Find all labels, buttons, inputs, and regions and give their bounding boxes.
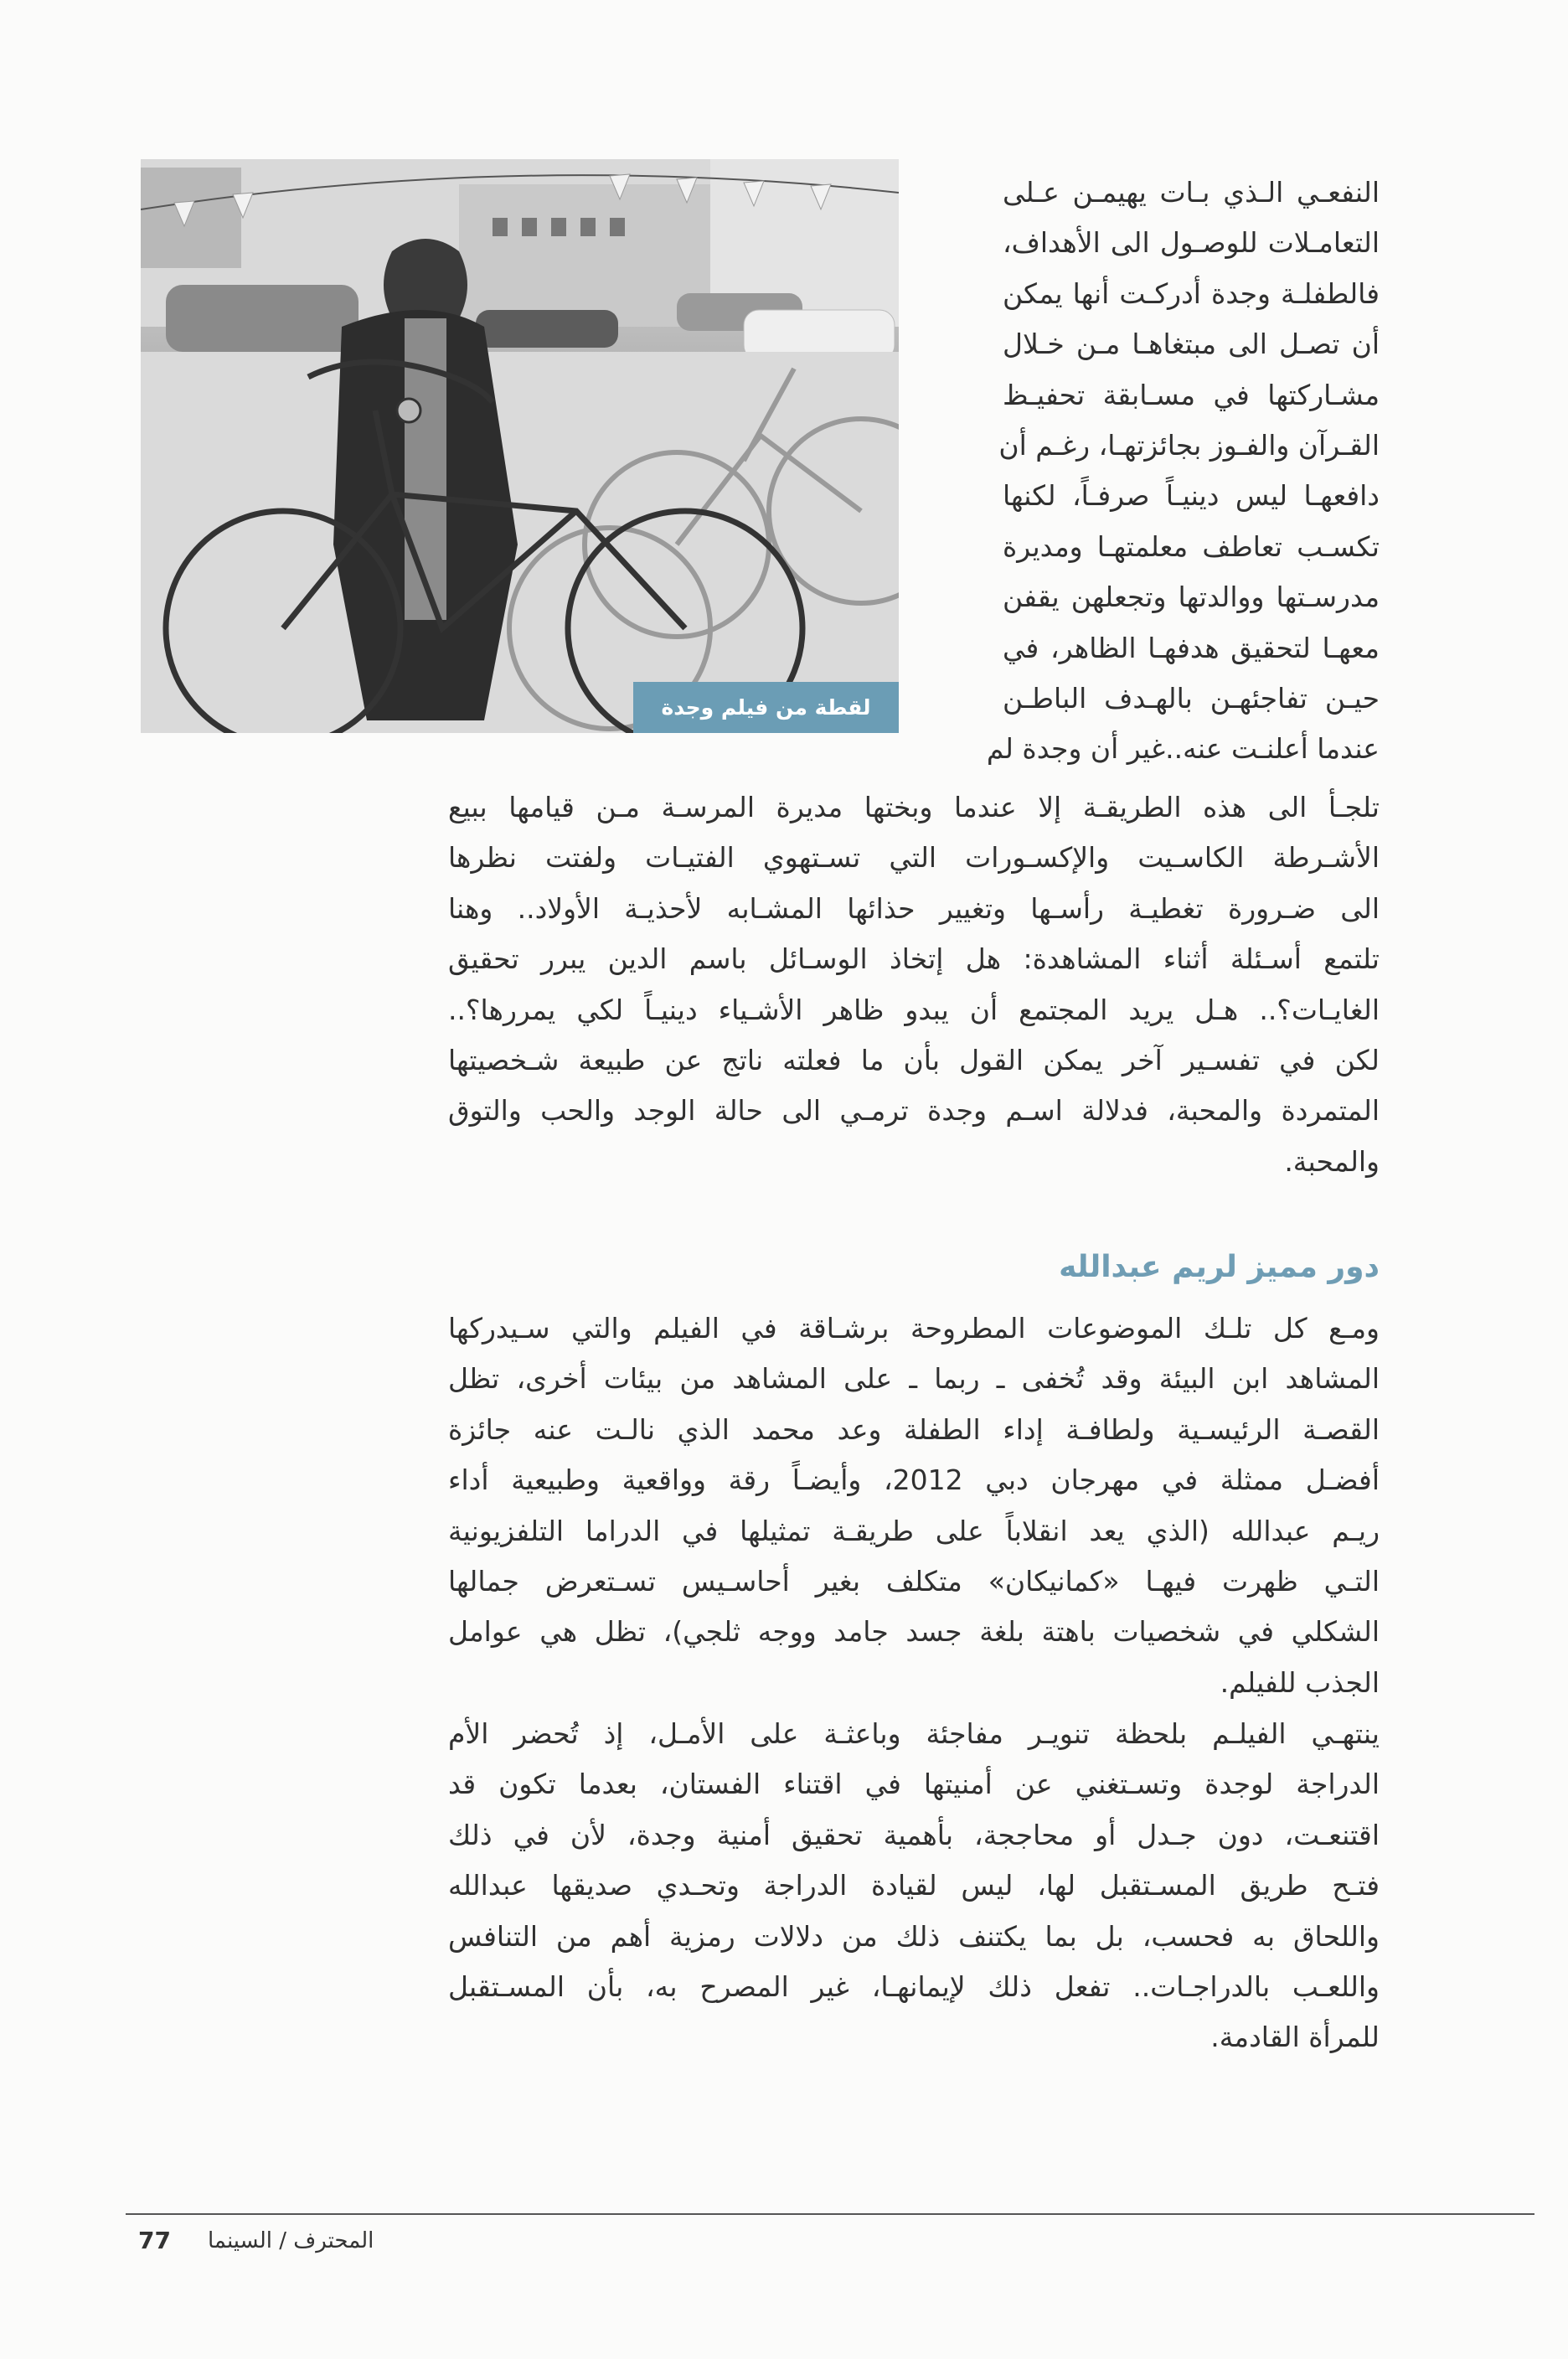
text-line: مدرسـتها ووالدتها وتجعلهن يقفن: [1003, 581, 1380, 614]
text-line: حيـن تفاجئهـن بالهـدف الباطـن: [1003, 682, 1380, 715]
footer-section-label: المحترف / السينما: [208, 2228, 374, 2253]
text-line: اقتنعـت، دون جـدل أو محاججة، بأهمية تحقيق أمنية وجدة، لأن في ذلك: [448, 1818, 1380, 1851]
text-line: التـي ظهرت فيهـا «كمانيكان» متكلف بغير أحاسـيس تسـتعرض جمالها: [448, 1565, 1380, 1598]
text-line: المشاهد ابن البيئة وقد تُخفى ـ ربما ـ على المشاهد من بيئات أخرى، تظل: [448, 1362, 1380, 1396]
text-line: لكن في تفسـير آخر يمكن القول بأن ما فعلته ناتج عن طبيعة شـخصيتها: [448, 1044, 1380, 1077]
text-line: تلجـأ الى هذه الطريقـة إلا عندما وبختها مديرة المرسـة مـن قيامها ببيع: [448, 791, 1380, 823]
text-line: الغايـات؟.. هـل يريد المجتمع أن يبدو ظاهر الأشـياء دينيـاً لكي يمررها؟..: [448, 993, 1380, 1026]
section-heading: دور مميز لريم عبدالله: [1059, 1250, 1380, 1284]
text-line: الأشـرطة الكاسـيت والإكسـورات التي تسـتهوي الفتيـات ولفتت نظرها: [448, 841, 1380, 875]
text-line: للمرأة القادمة.: [1210, 2021, 1380, 2054]
text-line: الجذب للفيلم.: [1220, 1665, 1380, 1699]
text-line: دافعهـا ليس دينيـاً صرفـاً، لكنها: [1003, 479, 1380, 513]
footer-divider: [126, 2213, 1534, 2215]
text-line: النفعـي الـذي بـات يهيمـن عـلى: [1003, 176, 1380, 209]
text-line: واللحاق به فحسب، بل بما يكتنف ذلك من دلالات رمزية أهم من التنافس: [448, 1919, 1380, 1953]
paragraph-3: [448, 1709, 1380, 2063]
paragraph-2: [448, 1303, 1380, 1708]
text-line: مشـاركتها في مسـابقة تحفيـظ: [1003, 378, 1380, 411]
text-line: القصـة الرئيسـية ولطافـة إداء الطفلة وعد محمد الذي نالـت عنه جائزة: [448, 1412, 1380, 1446]
text-line: أن تصـل الى مبتغاهـا مـن خـلال: [1003, 328, 1380, 361]
text-line: ريـم عبدالله (الذي يعد انقلاباً على طريقـة تمثيلها في الدراما التلفزيونية: [448, 1514, 1380, 1547]
text-line: فتـح طريق المسـتقبل لها، ليس لقيادة الدراجة وتحـدي صديقها عبدالله: [448, 1869, 1380, 1902]
bicycle-scene-illustration: [141, 159, 899, 733]
text-line: تلتمع أسـئلة أثناء المشاهدة: هل إتخاذ الوسـائل باسم الدين يبرر تحقيق: [448, 942, 1380, 976]
paragraph-1-continuation: [448, 782, 1380, 1187]
text-line: عندما أعلنـت عنه..غير أن وجدة لم: [986, 732, 1380, 766]
text-line: والمحبة.: [1284, 1144, 1380, 1178]
text-line: الى ضـرورة تغطيـة رأسـها وتغيير حذائها المشـابه لأحذيـة الأولاد.. وهنا: [448, 891, 1380, 925]
text-line: ومـع كل تلـك الموضوعات المطروحة برشـاقة في الفيلم والتي سـيدركها: [448, 1312, 1380, 1345]
page-number: 77: [138, 2227, 171, 2254]
text-line: القـرآن والفـوز بجائزتهـا، رغـم أن: [998, 429, 1380, 462]
text-line: واللعـب بالدراجـات.. تفعل ذلك لإيمانهـا، غير المصرح به، بأن المسـتقبل: [448, 1970, 1380, 2004]
text-line: فالطفلـة وجدة أدركـت أنها يمكن: [1003, 276, 1380, 310]
film-still-photo: [141, 159, 899, 733]
text-line: التعامـلات للوصـول الى الأهداف،: [1003, 226, 1380, 260]
text-line: الشكلي في شخصيات باهتة بلغة جسد جامد ووجه ثلجي)، تظل هي عوامل: [448, 1615, 1380, 1649]
paragraph-1-column: [986, 168, 1380, 775]
text-line: معهـا لتحقيق هدفهـا الظاهر، في: [1003, 631, 1380, 664]
text-line: المتمردة والمحبة، فدلالة اسـم وجدة ترمـي الى حالة الوجد والحب والتوق: [448, 1094, 1380, 1128]
text-line: أفضـل ممثلة في مهرجان دبي 2012، وأيضـاً رقة وواقعية وطبيعية أداء: [448, 1463, 1380, 1497]
text-line: الدراجة لوجدة وتسـتغني عن أمنيتها في اقتناء الفستان، بعدما تكون قد: [448, 1768, 1380, 1801]
photo-caption: لقطة من فيلم وجدة: [633, 682, 899, 733]
text-line: ينتهـي الفيلـم بلحظة تنويـر مفاجئة وباعثـة على الأمـل، إذ تُحضر الأم: [448, 1717, 1380, 1750]
text-line: تكسـب تعاطف معلمتهـا ومديرة: [1003, 529, 1380, 563]
